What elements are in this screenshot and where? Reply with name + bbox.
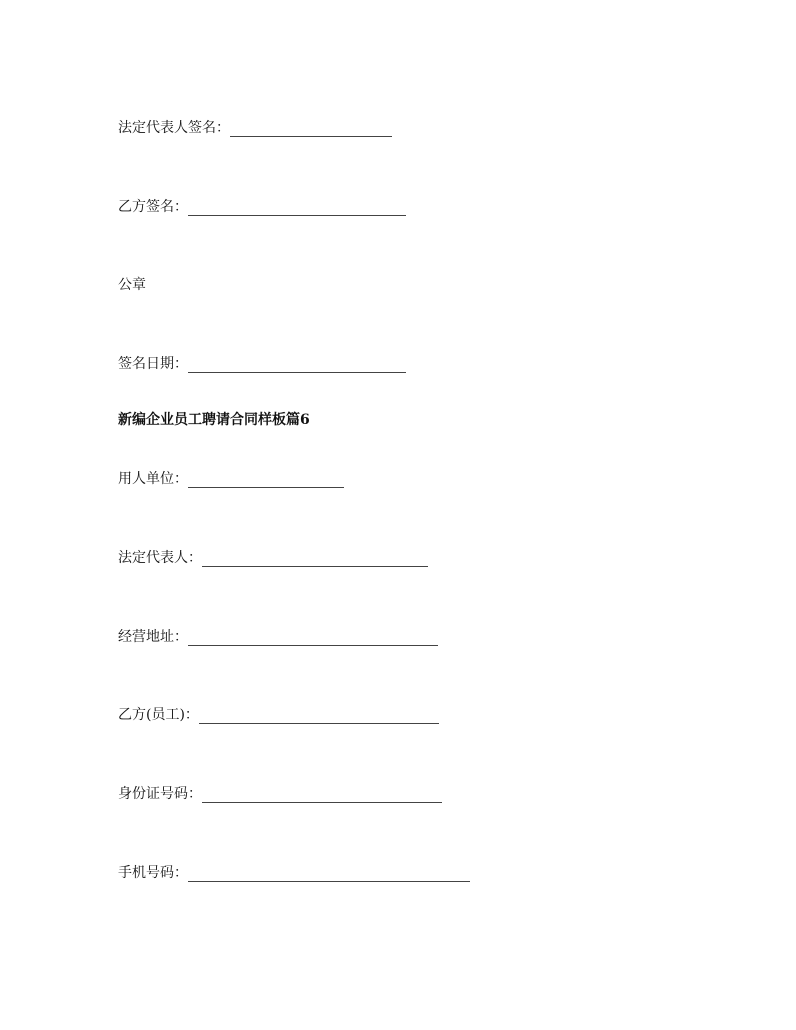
legal-rep-row	[118, 549, 428, 567]
legal-rep-blank	[202, 554, 428, 567]
legal-rep-signature-blank	[230, 124, 392, 137]
id-number-blank	[202, 790, 442, 803]
employer-blank	[188, 475, 344, 488]
id-number-label: 身份证号码：	[118, 786, 202, 802]
party-b-signature-blank	[188, 203, 406, 216]
legal-rep-label: 法定代表人：	[118, 550, 202, 566]
employer-label: 用人单位：	[118, 471, 188, 487]
mobile-row	[118, 864, 470, 882]
mobile-label: 手机号码：	[118, 865, 188, 881]
legal-rep-signature-label: 法定代表人签名：	[118, 120, 230, 136]
signature-date-label: 签名日期：	[118, 356, 188, 372]
signature-date-row	[118, 355, 406, 373]
seal-label: 公章	[118, 277, 146, 293]
section-6-title: 新编企业员工聘请合同样板篇6	[118, 412, 310, 428]
legal-rep-signature-row	[118, 119, 392, 137]
id-number-row	[118, 785, 442, 803]
business-address-label: 经营地址：	[118, 629, 188, 645]
party-b-signature-label: 乙方签名：	[118, 199, 188, 215]
party-b-signature-row	[118, 198, 406, 216]
signature-date-blank	[188, 360, 406, 373]
business-address-row	[118, 628, 438, 646]
section-title	[118, 411, 310, 429]
seal-row	[118, 276, 146, 294]
business-address-blank	[188, 633, 438, 646]
mobile-blank	[188, 869, 470, 882]
party-b-employee-row	[118, 706, 439, 724]
party-b-employee-label: 乙方(员工)：	[118, 707, 199, 723]
employer-row	[118, 470, 344, 488]
party-b-employee-blank	[199, 711, 439, 724]
